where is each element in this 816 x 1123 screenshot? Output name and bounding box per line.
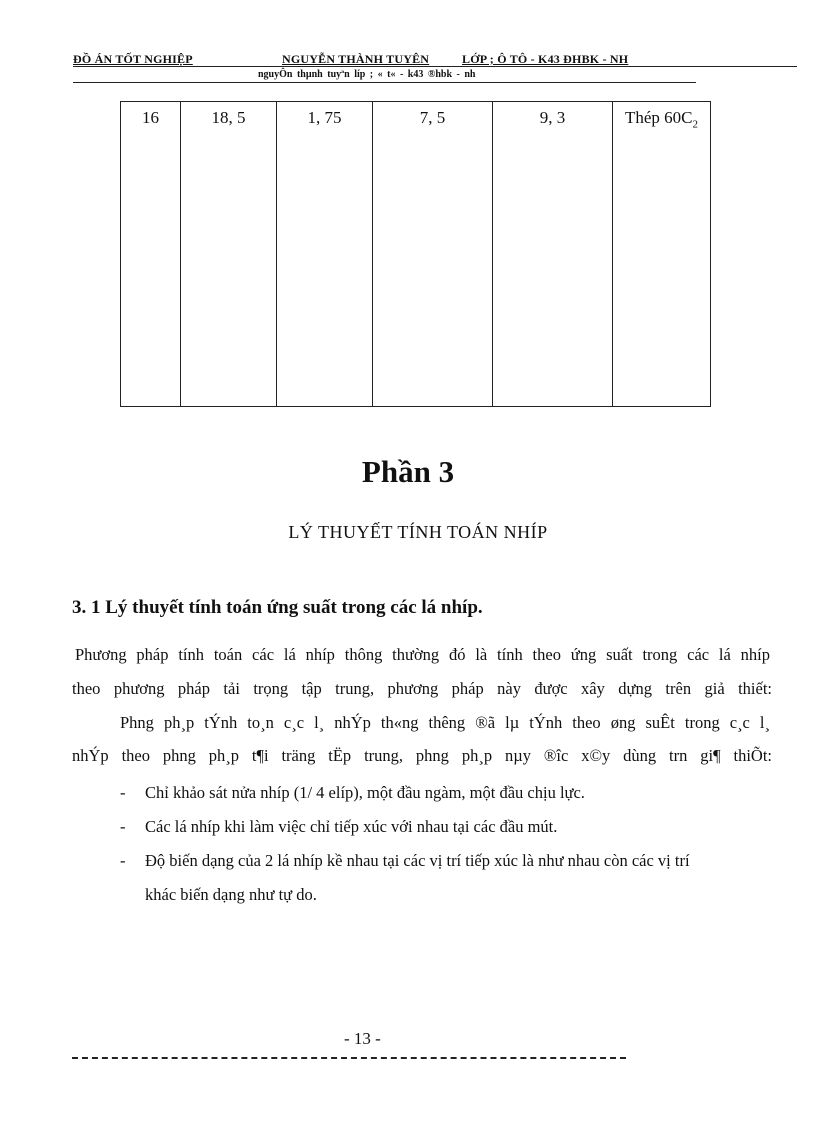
list-item-text: Các lá nhíp khi làm việc chỉ tiếp xúc với nhau tại các đầu mút. [145,817,558,836]
part-subtitle: LÝ THUYẾT TÍNH TOÁN NHÍP [288,522,548,542]
footer-rule [72,1057,626,1059]
header-subline: nguyÔn thµnh tuyªn líp ; « t« - k43 ®hbk - nh [258,69,476,80]
header-rule-secondary [73,82,696,83]
table-cell: 7, 5 [373,102,493,407]
section-heading: 3. 1 Lý thuyết tính toán ứng suất trong các lá nhíp. [72,597,483,618]
header-rule [73,66,797,67]
bullet-marker: - [120,817,126,836]
part-title: Phần 3 [361,454,455,489]
paragraph-line: Phương pháp tính toán các lá nhíp thông thường đó là tính theo ứng suất trong các lá nhíp [75,645,770,664]
page-number: - 13 - [344,1029,381,1048]
bullet-marker: - [120,783,126,802]
list-item-text: Độ biến dạng của 2 lá nhíp kề nhau tại các vị trí tiếp xúc là như nhau còn các vị trí [145,851,690,870]
table-cell: 16 [121,102,181,407]
paragraph-line: theo phương pháp tải trọng tập trung, phương pháp này được xây dựng trên giả thiết: [72,679,772,698]
table-cell: 9, 3 [493,102,613,407]
spring-spec-table [120,101,711,407]
table-cell: 18, 5 [181,102,277,407]
table-row [121,102,711,407]
header-class: LỚP ; Ô TÔ - K43 ĐHBK - NH [462,52,629,66]
garbled-line: Phng ph¸p tÝnh to¸n c¸c l¸ nhÝp th«ng thêng ®ã lµ tÝnh theo øng suÊt trong c¸c l¸ [120,713,770,732]
garbled-line: nhÝp theo phng ph¸p t¶i träng tËp trung, phng ph¸p nµy ®îc x©y dùng trn gi¶ thiÕt: [72,746,772,765]
material-subscript: 2 [692,118,699,131]
table-cell: 1, 75 [277,102,373,407]
header-author: NGUYỄN THÀNH TUYÊN [282,52,430,66]
material-name: Thép 60C [624,108,693,127]
bullet-marker: - [120,851,126,870]
list-item-text: Chỉ khảo sát nửa nhíp (1/ 4 elíp), một đầu ngàm, một đầu chịu lực. [145,783,585,802]
table-cell-material [613,102,711,407]
list-item-continuation: khác biến dạng như tự do. [145,885,317,904]
header-title: ĐỒ ÁN TỐT NGHIỆP [73,52,193,66]
